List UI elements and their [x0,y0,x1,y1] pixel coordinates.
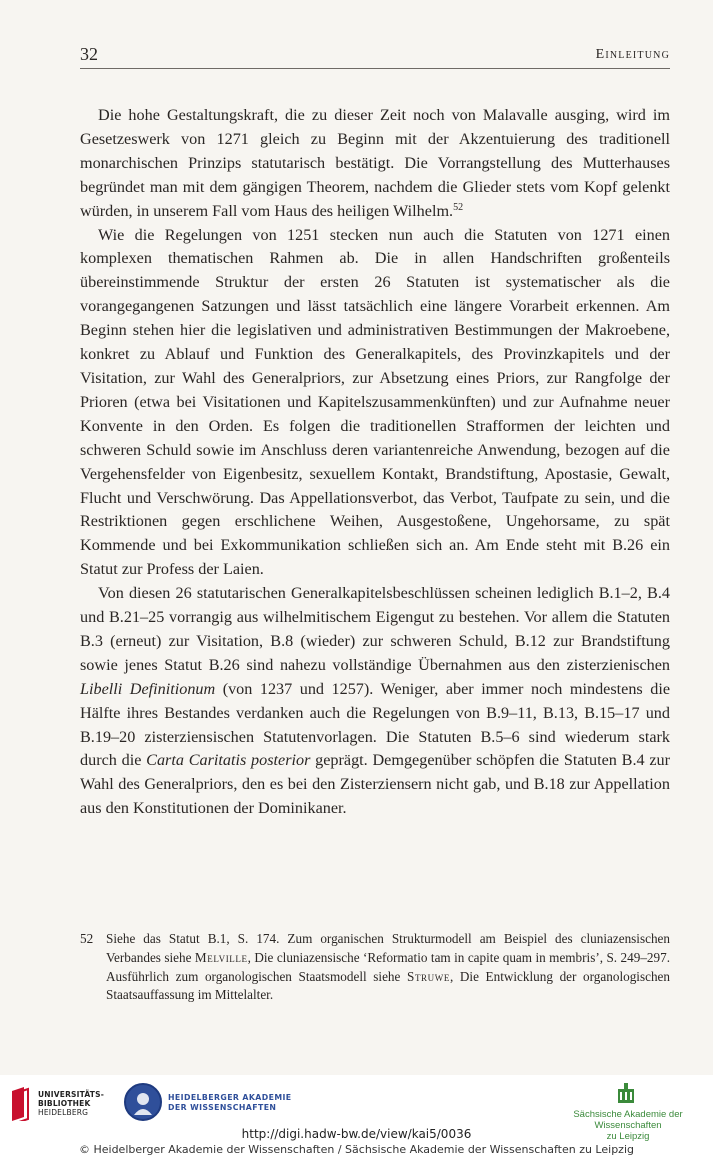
footnote-text [106,930,670,1005]
text-run: geprägt. Demgegenüber schöpfen die Statuten B.4 zur Wahl des Generalpriors, den es bei den Zisterziensern nicht gab, und B.18 zur Appellation aus den Konstitutionen der Dominikaner. [80,751,671,818]
hadw-seal-icon [124,1083,162,1121]
paragraph [80,104,670,224]
author-name: Struwe [407,968,450,984]
copyright-notice: © Heidelberger Akademie der Wissenschaften / Sächsische Akademie der Wissenschaften zu Leipzig [78,1143,634,1156]
italic-title: Carta Caritatis posterior [146,751,311,770]
hadw-logo[interactable] [124,1083,294,1127]
footnote-52 [80,930,670,1005]
saw-logo-line2: zu Leipzig [606,1131,650,1142]
running-head: Einleitung [595,47,670,62]
paragraph [80,224,670,583]
ub-logo-line3: HEIDELBERG [38,1108,89,1117]
page-number: 32 [80,44,98,64]
footnote-number: 52 [80,931,94,946]
ub-heidelberg-logo[interactable] [10,1087,120,1127]
text-run: Die hohe Gestaltungskraft, die zu dieser Zeit noch von Malavalle ausging, wird im Gesetzeswerk von 1271 gleich zu Beginn mit der Akzentuierung des traditionell monarchischen Prinzips statutarisch bestätigt. Die Vorrangstellung des Mutterhauses begründet man mit dem gängigen Theorem, nachdem die Glieder stets vom Kopf gelenkt würden, in unserem Fall vom Haus des heiligen Wilhelm. [80,106,670,220]
hadw-logo-line2: DER WISSENSCHAFTEN [168,1103,277,1112]
text-run: Von diesen 26 statutarischen Generalkapitelsbeschlüssen scheinen lediglich B.1–2, B.4 und B.21–25 vorrangig aus wilhelmitischem Eigengut zu bestehen. Vor allem die Statuten B.3 (erneut) zur Visitation, B.8 (wieder) zur schweren Schuld, B.12 zur Brandstiftung sowie jenes Statut B.26 sind nahezu vollständige Übernahmen aus den zisterzienischen [80,584,670,674]
saw-logo-line1: Sächsische Akademie der Wissenschaften [573,1109,683,1131]
text-run: (von 1237 und 1257). Weniger, aber immer noch mindestens die Hälfte ihres Bestandes verdanken auch die Regelungen von B.9–11, B.13, B.15–17 und B.19–20 zisterziensischen Statutenvorlagen. Die Statuten B.5–6 sind wiederum stark durch die [80,679,671,770]
text-run: Wie die Regelungen von 1251 stecken nun auch die Statuten von 1271 einen komplexen thematischen Rahmen ab. Die in allen Handschriften großenteils übereinstimmende Struktur der ersten 26 Statuten ist systematischer als die vorangegangenen Satzungen und lässt tatsächlich eine längere Vorarbeit erkennen. Am Beginn stehen hier die legislativen und administrativen Bestimmungen der Makroebene, konkret zu Ablauf und Funktion des Generalkapitels, des Provinzkapitels und der Visitation, zur Wahl des Generalpriors, zur Absetzung eines Priors, zur Rangfolge der Prioren (etwa bei Visitationen und Kapitelszusammenkünften) und zur Aufnahme neuer Konvente in den Orden. Es folgen die traditionellen Strafformen der leichten und schweren Schuld sowie im Anschluss deren variantenreiche Anwendung, bezogen auf die Vergehensfelder von Eigenbesitz, sexuellem Kontakt, Brandstiftung, Apostasie, Gewalt, Flucht und Verschwörung. Das Appellationsverbot, das Verbot, Taufpate zu sein, und die Restriktionen gegen erschlichene Weihen, Ausgestoßene, Ungehorsame, zu spät Kommende und bei Exkommunikation schließen sich an. Am Ende steht mit B.26 ein Statut zur Profess der Laien. [80,225,670,579]
text-run: Siehe das Statut B.1, S. 174. Zum organischen Strukturmodell am Beispiel des cluniazensischen Verbandes siehe [106,931,670,965]
permalink-url[interactable]: http://digi.hadw-bw.de/view/kai5/0036 [241,1127,472,1141]
paragraph [80,582,670,821]
italic-title: Libelli Definitionum [80,679,216,698]
ub-heidelberg-icon [10,1087,32,1121]
page-header [80,44,670,69]
text-run: , Die cluniazensische ‘Reformatio tam in capite quam in membris’, S. 249–297. Ausführlich zum organologischen Staatsmodell siehe [106,949,670,984]
ub-logo-line2: BIBLIOTHEK [38,1099,91,1108]
main-text [80,104,670,821]
hadw-logo-line1: HEIDELBERGER AKADEMIE [168,1093,292,1102]
author-name: Melville [194,949,248,965]
footnote-ref[interactable]: 52 [453,201,464,213]
ub-logo-line1: UNIVERSITÄTS- [38,1090,105,1099]
viewer-footer [0,1075,713,1162]
text-run: , Die Entwicklung der organologischen Staatsauffassung im Mittelalter. [106,968,670,1003]
saw-building-icon [618,1083,634,1103]
